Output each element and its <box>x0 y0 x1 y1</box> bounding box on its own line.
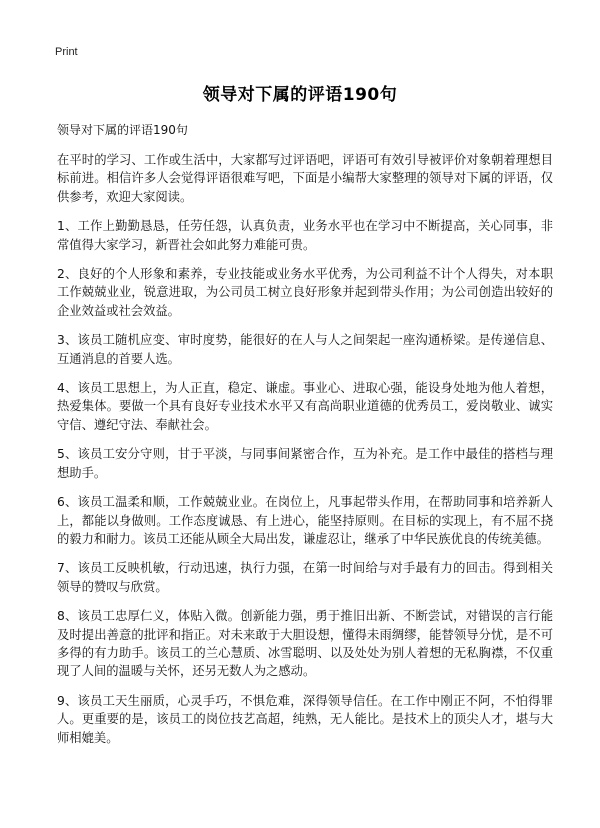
document-title: 领导对下属的评语190句 <box>202 85 398 105</box>
intro-paragraph: 在平时的学习、工作或生活中，大家都写过评语吧，评语可有效引导被评价对象朝着理想目标前进。相信许多人会觉得评语很难写吧，下面是小编帮大家整理的领导对下属的评语，仅供参考，欢迎大家阅读。 <box>57 153 553 204</box>
comment-paragraph-3: 3、该员工随机应变、审时度势，能很好的在人与人之间架起一座沟通桥梁。是传递信息、互通消息的首要人选。 <box>57 333 553 366</box>
comment-paragraph-8: 8、该员工忠厚仁义，体贴入微。创新能力强，勇于推旧出新、不断尝试，对错误的言行能及时提出善意的批评和指正。对未来敢于大胆设想，懂得未雨绸缪，能替领导分忧，是不可多得的有力助手。该员工的兰心慧质、冰雪聪明、以及处处为别人着想的无私胸襟，不仅重现了人间的温暖与关怀，还另无数人为之感动。 <box>57 609 553 679</box>
comment-paragraph-4: 4、该员工思想上，为人正直，稳定、谦虚。事业心、进取心强，能设身处地为他人着想，热爱集体。要做一个具有良好专业技术水平又有高尚职业道德的优秀员工，爱岗敬业、诚实守信、遵纪守法、奉献社会。 <box>57 381 553 432</box>
comment-paragraph-6: 6、该员工温柔和顺，工作兢兢业业。在岗位上，凡事起带头作用，在帮助同事和培养新人上，都能以身做则。工作态度诚恳、有上进心，能坚持原则。在目标的实现上，有不屈不挠的毅力和耐力。该员工还能从顾全大局出发，谦虚忍让，继承了中华民族优良的传统美德。 <box>57 495 553 546</box>
print-link[interactable]: Print <box>55 46 78 58</box>
document-body <box>57 151 553 758</box>
comment-paragraph-9: 9、该员工天生丽质，心灵手巧，不惧危难，深得领导信任。在工作中刚正不阿，不怕得罪人。更重要的是，该员工的岗位技艺高超，纯熟，无人能比。是技术上的顶尖人才，堪与大师相媲美。 <box>57 693 553 745</box>
comment-paragraph-2: 2、良好的个人形象和素养，专业技能或业务水平优秀，为公司利益不计个人得失，对本职工作兢兢业业，锐意进取，为公司员工树立良好形象并起到带头作用；为公司创造出较好的企业效益或社会效益。 <box>57 267 553 318</box>
document-subtitle: 领导对下属的评语190句 <box>57 123 188 137</box>
comment-paragraph-5: 5、该员工安分守则，甘于平淡，与同事间紧密合作，互为补充。是工作中最佳的搭档与理想助手。 <box>57 447 553 480</box>
comment-paragraph-1: 1、工作上勤勤恳恳，任劳任怨，认真负责，业务水平也在学习中不断提高，关心同事，非常值得大家学习，新晋社会如此努力难能可贵。 <box>57 219 553 252</box>
comment-paragraph-7: 7、该员工反映机敏，行动迅速，执行力强，在第一时间给与对手最有力的回击。得到相关领导的赞叹与欣赏。 <box>57 561 553 594</box>
